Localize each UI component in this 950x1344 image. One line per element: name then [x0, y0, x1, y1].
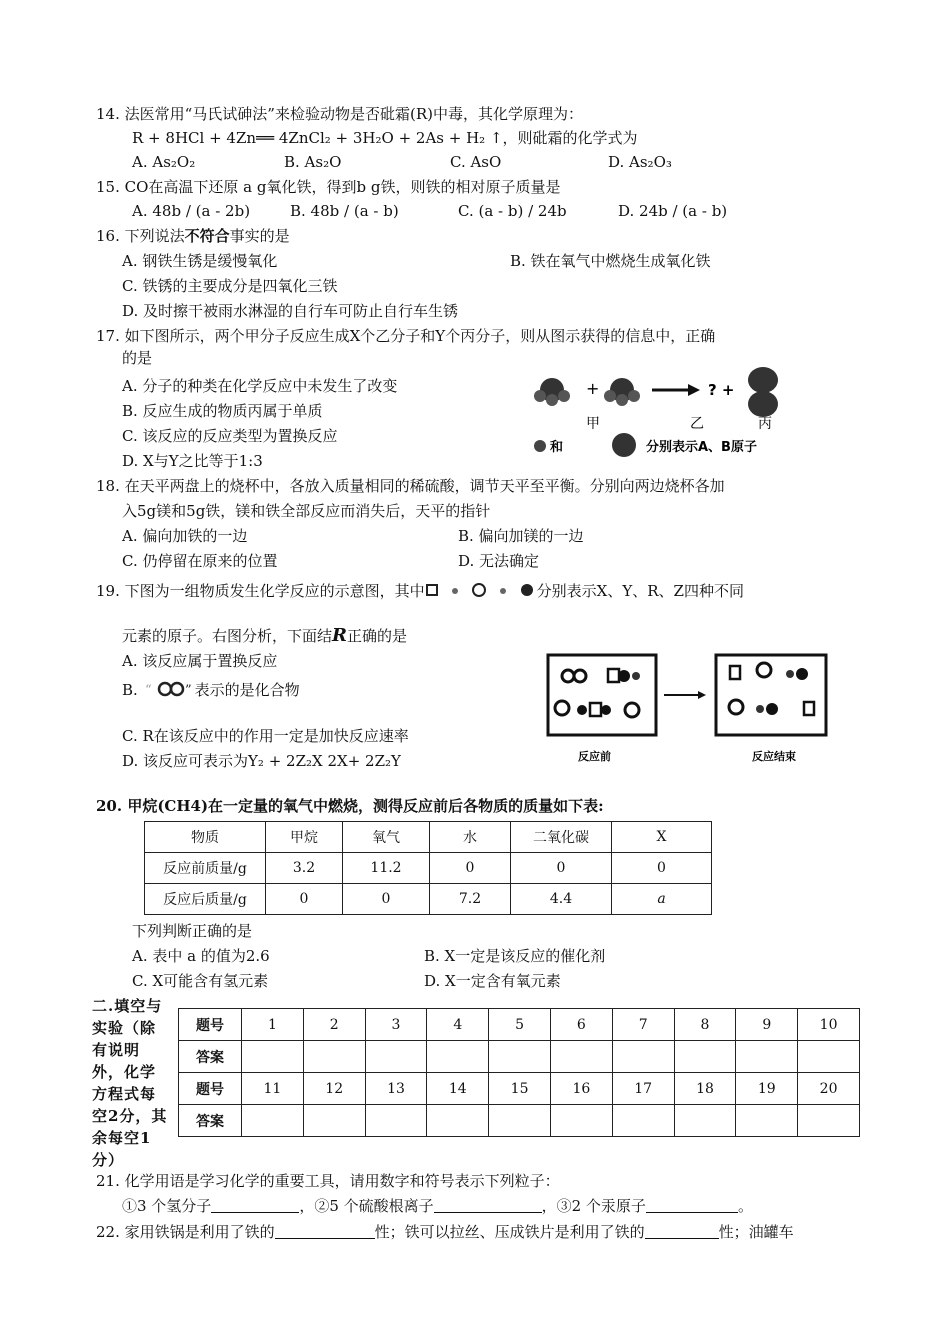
label-jia: 甲 [586, 416, 600, 432]
q20-option-c: C. X可能含有氢元素 [132, 972, 269, 990]
q17-stem-line1: 17. 如下图所示，两个甲分子反应生成X个乙分子和Y个丙分子，则从图示获得的信息中，正确 [96, 327, 716, 345]
label-bing: 丙 [758, 416, 772, 432]
table-row: 反应前质量/g 3.2 11.2 0 0 0 [145, 853, 712, 884]
answer-blank[interactable] [275, 1224, 375, 1239]
answer-cell[interactable] [427, 1041, 489, 1073]
q15-option-b: B. 48b / (a - b) [290, 202, 399, 220]
label-before: 反应前 [578, 750, 611, 763]
answer-cell[interactable] [365, 1041, 427, 1073]
answer-cell[interactable] [303, 1105, 365, 1137]
q16-stem: 16. 下列说法不符合事实的是 [96, 227, 290, 245]
answer-cell[interactable] [736, 1041, 798, 1073]
table-row: 反应后质量/g 0 0 7.2 4.4 a [145, 884, 712, 915]
q19-option-a: A. 该反应属于置换反应 [122, 652, 278, 670]
q18-option-a: A. 偏向加铁的一边 [122, 527, 248, 545]
q20-stem: 20. 甲烷(CH4)在一定量的氧气中燃烧，测得反应前后各物质的质量如下表: [96, 797, 604, 815]
q20-option-b: B. X一定是该反应的催化剂 [424, 947, 606, 965]
q14-stem: 14. 法医常用“马氏试砷法”来检验动物是否砒霜(R)中毒，其化学原理为： [96, 105, 583, 123]
atom-a-icon [534, 440, 546, 452]
q17-stem-line2: 的是 [122, 349, 153, 367]
q19-option-b: B. “ ” 表示的是化合物 [122, 681, 300, 699]
q14-equation: R + 8HCl + 4Zn══ 4ZnCl₂ + 3H₂O + 2As + H₂ ↑，则砒霜的化学式为 [132, 129, 638, 147]
q16-option-a: A. 钢铁生锈是缓慢氧化 [122, 252, 278, 270]
q17-option-b: B. 反应生成的物质丙属于单质 [122, 402, 323, 420]
table-header-row: 物质 甲烷 氧气 水 二氧化碳 X [145, 822, 712, 853]
answer-table-row-answers-1: 答案 [179, 1041, 860, 1073]
svg-text:和: 和 [550, 440, 564, 455]
q15-stem: 15. CO在高温下还原 a g氧化铁，得到b g铁，则铁的相对原子质量是 [96, 178, 561, 196]
after-box [716, 655, 826, 735]
answer-cell[interactable] [242, 1041, 304, 1073]
answer-blank[interactable] [211, 1198, 299, 1213]
label-after: 反应结束 [752, 750, 796, 763]
svg-text:分别表示A、B原子: 分别表示A、B原子 [646, 440, 757, 455]
q17-molecule-figure [530, 362, 820, 462]
q20-judge: 下列判断正确的是 [132, 922, 253, 940]
q20-option-a: A. 表中 a 的值为2.6 [132, 947, 270, 965]
label-yi: 乙 [690, 416, 704, 432]
svg-text:? +: ? + [708, 381, 735, 399]
answer-cell[interactable] [427, 1105, 489, 1137]
q15-option-a: A. 48b / (a - 2b) [132, 202, 251, 220]
atom-symbols-icon [425, 582, 537, 598]
q18-option-b: B. 偏向加镁的一边 [458, 527, 584, 545]
jia-molecule-2 [604, 378, 640, 406]
answer-cell[interactable] [674, 1041, 736, 1073]
double-circle-molecule-icon [143, 680, 195, 698]
q17-option-a: A. 分子的种类在化学反应中未发生了改变 [122, 377, 398, 395]
bing-molecule [748, 367, 778, 417]
answer-cell[interactable] [242, 1105, 304, 1137]
svg-text:+: + [586, 379, 600, 398]
q18-stem-line1: 18. 在天平两盘上的烧杯中，各放入质量相同的稀硫酸，调节天平至平衡。分别向两边烧杯各加 [96, 477, 725, 495]
q15-option-c: C. (a - b) / 24b [458, 202, 567, 220]
section2-heading: 二.填空与实验（除有说明外，化学方程式每空2分，其余每空1分） [92, 997, 168, 1169]
q18-option-c: C. 仍停留在原来的位置 [122, 552, 278, 570]
before-box [548, 655, 656, 735]
q14-option-c: C. AsO [450, 153, 502, 171]
svg-text:”: ” [184, 683, 192, 698]
q22-line: 22. 家用铁锅是利用了铁的 性；铁可以拉丝、压成铁片是利用了铁的 性；油罐车 [96, 1223, 794, 1241]
q19-option-d: D. 该反应可表示为Y₂ + 2Z₂X 2X+ 2Z₂Y [122, 752, 401, 770]
q15-option-d: D. 24b / (a - b) [618, 202, 728, 220]
q19-stem-line2: 元素的原子。右图分析，下面结R正确的是 [122, 625, 407, 646]
q17-option-d: D. X与Y之比等于1:3 [122, 452, 263, 470]
q18-option-d: D. 无法确定 [458, 552, 540, 570]
q16-option-d: D. 及时擦干被雨水淋湿的自行车可防止自行车生锈 [122, 302, 459, 320]
q14-option-a: A. As₂O₂ [132, 153, 196, 171]
q20-mass-table [144, 821, 712, 915]
atom-b-icon [612, 433, 636, 457]
answer-cell[interactable] [303, 1041, 365, 1073]
q18-stem-line2: 入5g镁和5g铁，镁和铁全部反应而消失后，天平的指针 [122, 502, 491, 520]
answer-blank[interactable] [434, 1198, 542, 1213]
q19-option-c: C. R在该反应中的作用一定是加快反应速率 [122, 727, 409, 745]
q14-option-b: B. As₂O [284, 153, 342, 171]
answer-cell[interactable] [798, 1041, 860, 1073]
q21-stem: 21. 化学用语是学习化学的重要工具，请用数字和符号表示下列粒子： [96, 1172, 560, 1190]
q20-option-d: D. X一定含有氧元素 [424, 972, 561, 990]
answer-cell[interactable] [798, 1105, 860, 1137]
answer-cell[interactable] [489, 1105, 551, 1137]
q17-option-c: C. 该反应的反应类型为置换反应 [122, 427, 338, 445]
answer-cell[interactable] [612, 1105, 674, 1137]
arrow-icon [652, 384, 700, 396]
q21-blanks: ①3 个氢分子 ，②5 个硫酸根离子 ，③2 个汞原子 。 [122, 1197, 753, 1215]
answer-cell[interactable] [736, 1105, 798, 1137]
answer-blank[interactable] [646, 1198, 738, 1213]
q14-option-d: D. As₂O₃ [608, 153, 672, 171]
answer-cell[interactable] [550, 1105, 612, 1137]
q19-stem-line1: 19. 下图为一组物质发生化学反应的示意图，其中 分别表示X、Y、R、Z四种不同 [96, 582, 744, 600]
answer-cell[interactable] [550, 1041, 612, 1073]
answer-table-row-nums-2: 题号 11 12 13 14 15 16 17 18 19 20 [179, 1073, 860, 1105]
reaction-arrow-icon [664, 691, 706, 699]
q16-option-c: C. 铁锈的主要成分是四氧化三铁 [122, 277, 338, 295]
q19-reaction-figure [546, 652, 830, 768]
answer-cell[interactable] [612, 1041, 674, 1073]
jia-molecule-1 [534, 378, 570, 406]
answer-table-row-nums-1: 题号 1 2 3 4 5 6 7 8 9 10 [179, 1009, 860, 1041]
answer-cell[interactable] [489, 1041, 551, 1073]
svg-text:“: “ [144, 683, 152, 698]
answer-cell[interactable] [674, 1105, 736, 1137]
q16-option-b: B. 铁在氧气中燃烧生成氧化铁 [510, 252, 711, 270]
answer-cell[interactable] [365, 1105, 427, 1137]
answer-table-row-answers-2: 答案 [179, 1105, 860, 1137]
answer-table [178, 1008, 860, 1137]
answer-blank[interactable] [645, 1224, 719, 1239]
